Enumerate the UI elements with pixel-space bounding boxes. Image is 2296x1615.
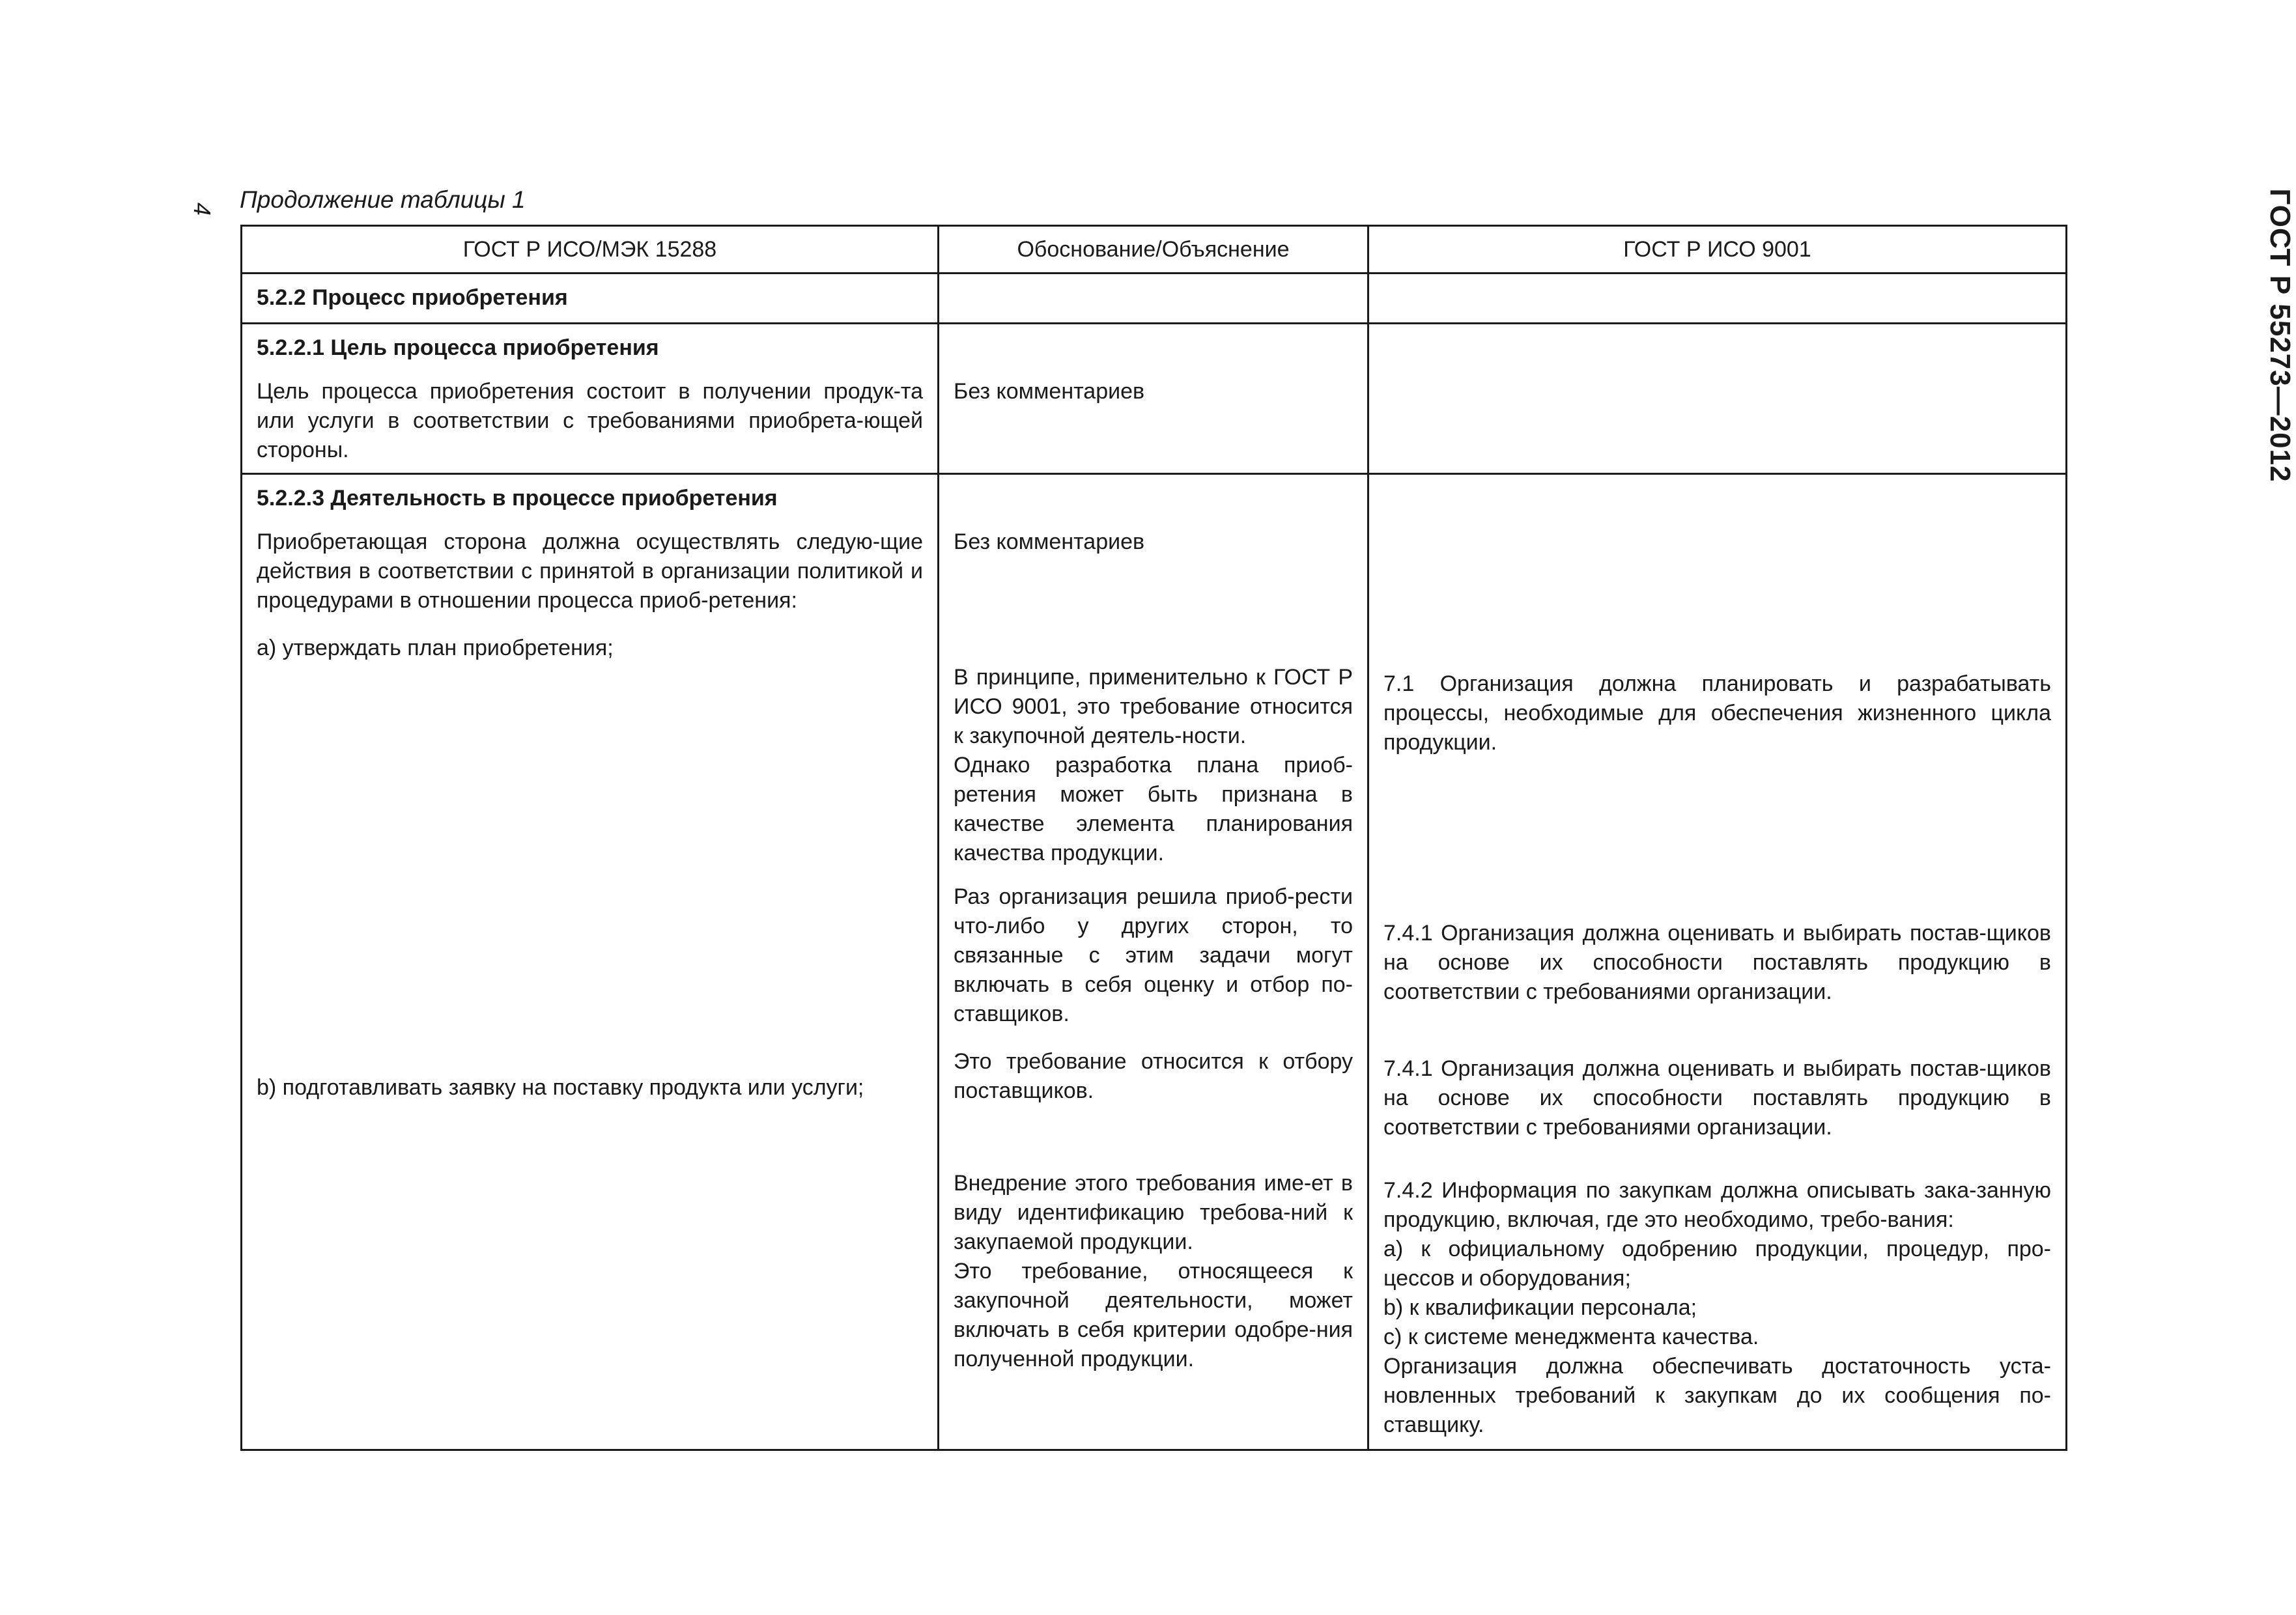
- item-b-iso-7-4-2-line: c) к системе менеджмента качества.: [1383, 1325, 1759, 1349]
- table-continuation-caption: Продолжение таблицы 1: [240, 186, 526, 213]
- section-5-2-2-1-title: 5.2.2.1 Цель процесса приобретения: [257, 335, 659, 360]
- item-b-comment-1: Это требование относится к отбору поставщиков.: [954, 1049, 1353, 1103]
- item-a-comment-2: Однако разработка плана приоб-ретения может быть признана в качестве элемента планирования качества продукции.: [954, 753, 1353, 865]
- item-b-comment-2a: Внедрение этого требования име-ет в виду идентификацию требова-ний к закупаемой продукции.: [954, 1171, 1353, 1254]
- item-b-comment-2b: Это требование, относящееся к закупочной деятельности, может включать в себя критерии одобре-ния полученной продукции.: [954, 1259, 1353, 1371]
- item-b-iso-7-4-2-line: 7.4.2 Информация по закупкам должна описывать зака-занную продукцию, включая, где это необходимо, требо-вания:: [1383, 1178, 2051, 1232]
- item-b-iso-7-4-1: 7.4.1 Организация должна оценивать и выбирать постав-щиков на основе их способности поставлять продукцию в соответствии с требованиями организации.: [1383, 1056, 2051, 1140]
- item-b-iso-7-4-2-line: a) к официальному одобрению продукции, процедур, про-цессов и оборудования;: [1383, 1237, 2051, 1291]
- section-5-2-2-3-text: Приобретающая сторона должна осуществлять следую-щие действия в соответствии с принятой в организации политикой и процедурами в отношении процесса приоб-ретения:: [257, 529, 923, 613]
- list-item-b: b) подготавливать заявку на поставку продукта или услуги;: [257, 1075, 864, 1100]
- table-row: [242, 474, 2067, 1450]
- header-gost-9001: ГОСТ Р ИСО 9001: [1368, 226, 2067, 274]
- section-5-2-2-3-title: 5.2.2.3 Деятельность в процессе приобретения: [257, 486, 778, 511]
- item-a-comment-3: Раз организация решила приоб-рести что-либо у других сторон, то связанные с этим задачи могут включать в себя оценку и отбор по-ставщиков.: [954, 884, 1353, 1026]
- item-a-comment-1: В принципе, применительно к ГОСТ Р ИСО 9001, это требование относится к закупочной деятель-ности.: [954, 665, 1353, 748]
- table-header-row: [242, 226, 2067, 274]
- item-a-iso-7-4-1: 7.4.1 Организация должна оценивать и выбирать постав-щиков на основе их способности поставлять продукцию в соответствии с требованиями организации.: [1383, 921, 2051, 1004]
- list-item-a: a) утверждать план приобретения;: [257, 636, 614, 660]
- header-justification: Обоснование/Объяснение: [939, 226, 1368, 274]
- section-5-2-2-1-text: Цель процесса приобретения состоит в получении продук-та или услуги в соответствии с требованиями приобрета-ющей стороны.: [257, 379, 923, 462]
- document-standard-title: ГОСТ Р 55273—2012: [2264, 188, 2296, 483]
- section-5-2-2-3-comment: Без комментариев: [954, 529, 1145, 554]
- item-a-iso-7-1: 7.1 Организация должна планировать и разрабатывать процессы, необходимые для обеспечения жизненного цикла продукции.: [1383, 671, 2051, 755]
- item-b-iso-7-4-2-line: b) к квалификации персонала;: [1383, 1295, 1697, 1320]
- header-gost-15288: ГОСТ Р ИСО/МЭК 15288: [242, 226, 939, 274]
- item-b-iso-7-4-2-line: Организация должна обеспечивать достаточность уста-новленных требований к закупкам до их сообщения по-ставщику.: [1383, 1354, 2051, 1437]
- comparison-table: [240, 225, 2067, 1451]
- section-5-2-2-1-comment: Без комментариев: [954, 379, 1145, 404]
- table-row: [242, 324, 2067, 474]
- page-number: 4: [189, 202, 216, 216]
- section-5-2-2-title: 5.2.2 Процесс приобретения: [257, 285, 568, 310]
- table-row: [242, 274, 2067, 324]
